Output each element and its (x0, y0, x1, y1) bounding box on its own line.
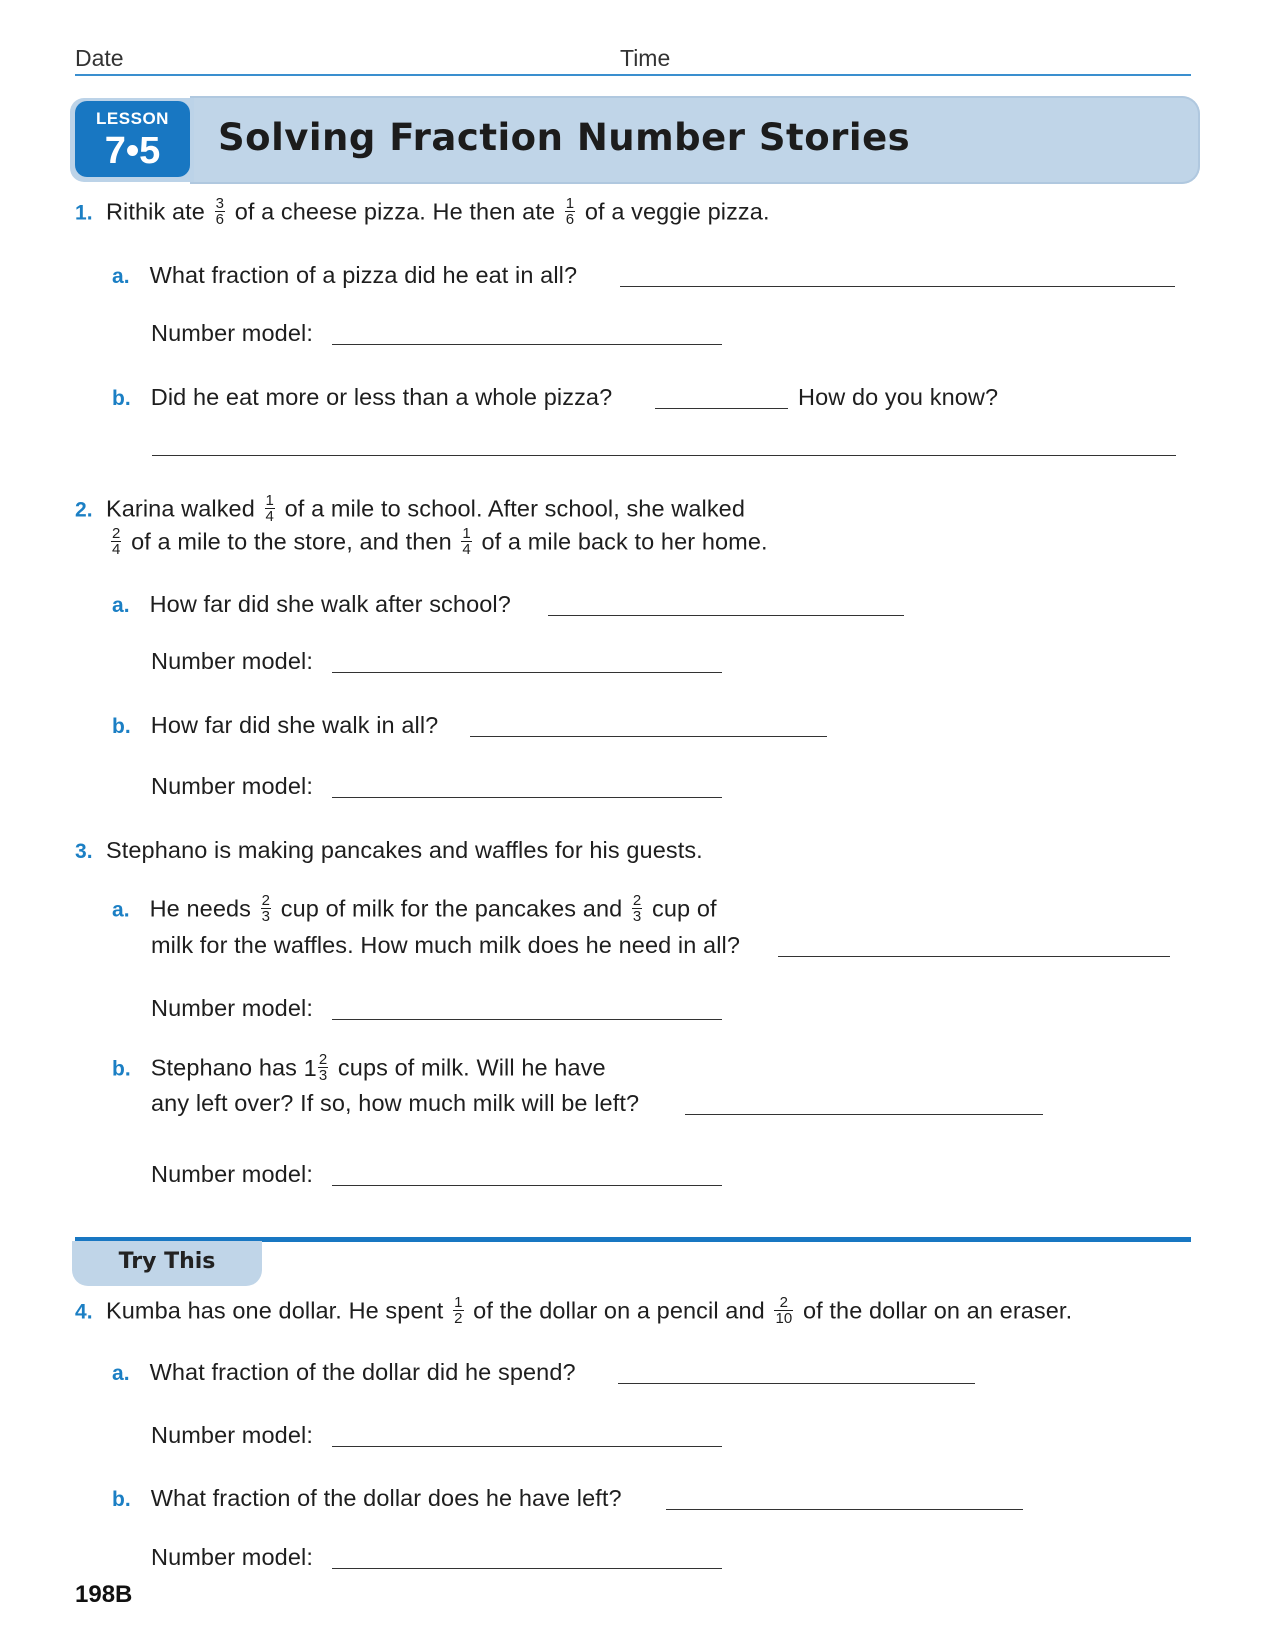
number-model-label: Number model: (151, 1422, 313, 1448)
fraction: $\frac{1}{4}$ (462, 525, 471, 558)
question-1b (112, 384, 612, 411)
number-model-blank[interactable] (332, 320, 722, 345)
question-text: What fraction of the dollar did he spend? (149, 1359, 576, 1385)
question-text: cup of milk for the pancakes and (280, 895, 623, 922)
part-letter: a. (112, 265, 130, 288)
number-model-label: Number model: (151, 773, 313, 799)
number-model-label: Number model: (151, 648, 313, 674)
question-text: What fraction of a pizza did he eat in all? (149, 262, 578, 288)
question-text: Karina walked (105, 495, 255, 522)
fraction: $\frac{3}{6}$ (215, 195, 225, 228)
question-number: 1. (75, 201, 93, 225)
question-text: How far did she walk in all? (150, 712, 439, 738)
number-model-blank[interactable] (332, 1161, 722, 1186)
fraction: $\frac{2}{3}$ (261, 892, 271, 925)
lesson-badge (75, 101, 190, 177)
question-text: Stephano is making pancakes and waffles for his guests. (105, 837, 703, 863)
question-4b (112, 1485, 622, 1512)
lesson-word: LESSON (96, 109, 169, 128)
question-text: of the dollar on an eraser. (802, 1297, 1073, 1324)
number-model-label: Number model: (151, 995, 313, 1021)
page-title: Solving Fraction Number Stories (218, 116, 911, 159)
time-label: Time (620, 45, 671, 71)
question-text: How do you know? (798, 384, 999, 410)
question-text: He needs (149, 895, 252, 922)
fraction: $\frac{1}{6}$ (565, 195, 575, 228)
part-letter: a. (112, 1362, 130, 1385)
answer-blank[interactable] (655, 384, 788, 409)
question-1a (112, 262, 577, 289)
part-letter: a. (112, 898, 130, 922)
question-3 (75, 837, 703, 864)
page-number: 198B (75, 1581, 133, 1608)
question-text: of a cheese pizza. He then ate (234, 198, 556, 225)
number-model-blank[interactable] (332, 1422, 722, 1447)
fraction: $\frac{1}{4}$ (265, 492, 274, 525)
question-2-line-2 (108, 525, 768, 559)
answer-blank[interactable] (778, 932, 1170, 957)
question-text: milk for the waffles. How much milk does he need in all? (151, 932, 741, 958)
fraction: $\frac{1}{2}$ (454, 1294, 463, 1327)
question-text: How far did she walk after school? (149, 591, 511, 617)
question-number: 3. (75, 840, 93, 863)
try-this-tab (72, 1241, 262, 1286)
mixed-number: 1 $\frac{2}{3}$ (303, 1051, 328, 1084)
question-text: of the dollar on a pencil and (473, 1297, 765, 1324)
question-4 (75, 1294, 1073, 1328)
number-model-blank[interactable] (332, 995, 722, 1020)
question-text: of a mile back to her home. (481, 528, 768, 555)
question-4a (112, 1359, 576, 1386)
question-text: Rithik ate (105, 198, 205, 225)
lesson-number: 7•5 (104, 130, 161, 172)
answer-blank[interactable] (470, 712, 827, 737)
question-3b (112, 1051, 606, 1085)
answer-blank[interactable] (620, 262, 1175, 287)
question-1 (75, 195, 770, 229)
question-3a (112, 892, 717, 926)
fraction: $\frac{2}{10}$ (775, 1294, 793, 1327)
part-letter: b. (112, 1488, 131, 1511)
number-model-blank[interactable] (332, 773, 722, 798)
number-model-label: Number model: (151, 1544, 313, 1570)
part-letter: a. (112, 594, 130, 617)
question-number: 4. (75, 1300, 93, 1324)
header-rule (75, 74, 1191, 76)
fraction: $\frac{2}{4}$ (112, 525, 121, 558)
question-text: cups of milk. Will he have (337, 1054, 606, 1081)
question-text: of a mile to school. After school, she walked (284, 495, 746, 522)
answer-blank[interactable] (618, 1359, 975, 1384)
question-text: Did he eat more or less than a whole pizza? (150, 384, 613, 410)
question-2a (112, 591, 511, 618)
answer-blank[interactable] (685, 1090, 1043, 1115)
number-model-blank[interactable] (332, 1544, 722, 1569)
part-letter: b. (112, 1057, 131, 1081)
question-number: 2. (75, 498, 93, 522)
question-text: any left over? If so, how much milk will be left? (151, 1090, 640, 1116)
question-text: of a mile to the store, and then (131, 528, 452, 555)
date-label: Date (75, 45, 124, 71)
question-2 (75, 492, 746, 526)
number-model-label: Number model: (151, 1161, 313, 1187)
answer-blank[interactable] (666, 1485, 1023, 1510)
number-model-label: Number model: (151, 320, 313, 346)
number-model-blank[interactable] (332, 648, 722, 673)
question-text: What fraction of the dollar does he have left? (150, 1485, 622, 1511)
question-text: of a veggie pizza. (584, 198, 770, 225)
part-letter: b. (112, 387, 131, 410)
question-text: Kumba has one dollar. He spent (105, 1297, 444, 1324)
part-letter: b. (112, 715, 131, 738)
question-2b (112, 712, 438, 739)
try-this-label: Try This (118, 1249, 216, 1274)
question-text: Stephano has (150, 1054, 298, 1081)
answer-blank[interactable] (152, 431, 1176, 456)
question-text: cup of (652, 895, 717, 922)
fraction: $\frac{2}{3}$ (632, 892, 642, 925)
answer-blank[interactable] (548, 591, 904, 616)
